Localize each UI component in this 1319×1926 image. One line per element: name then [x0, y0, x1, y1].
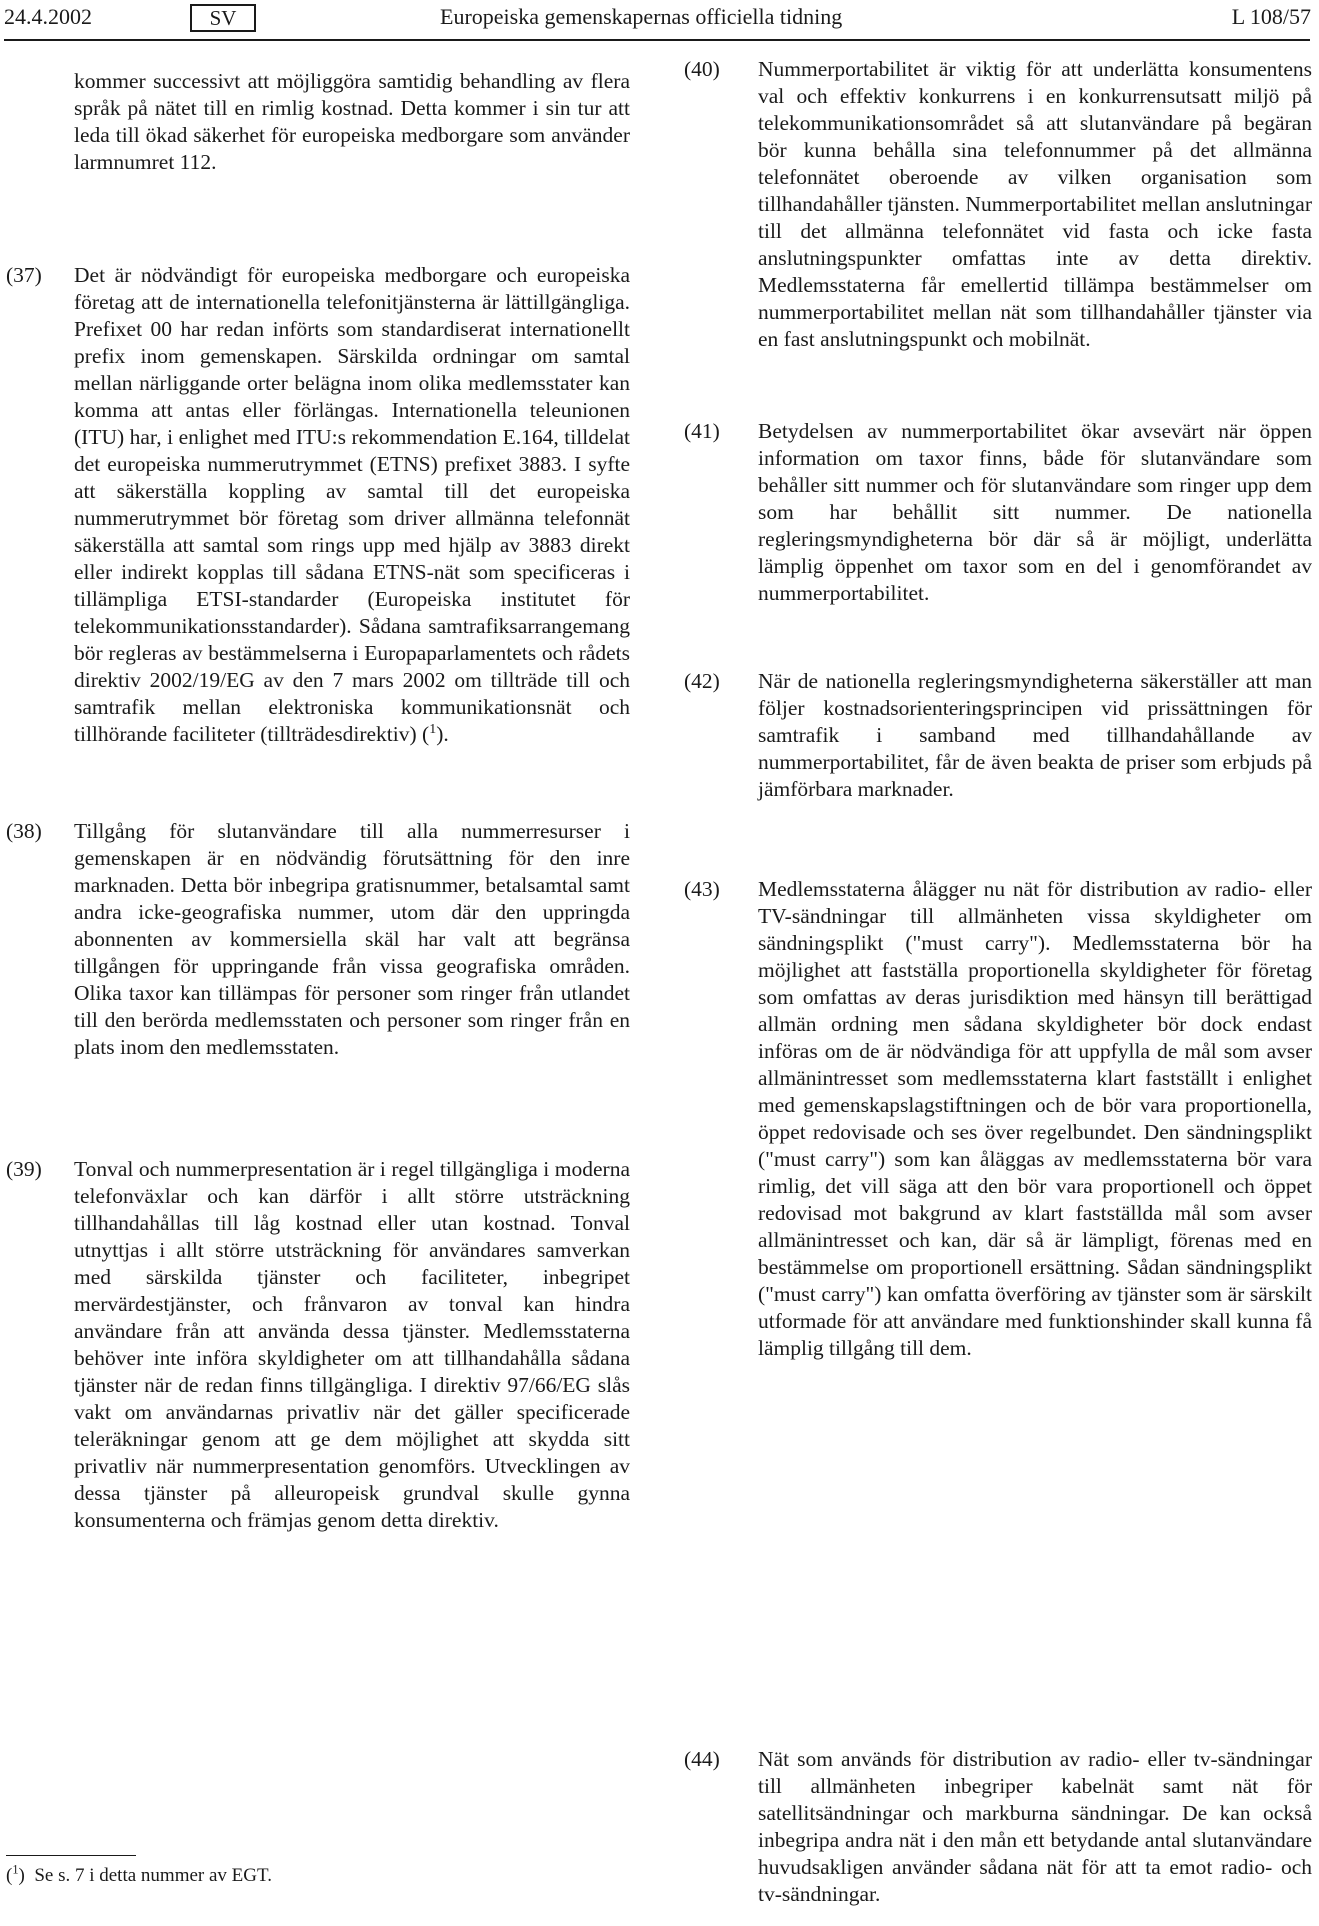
- recital-number: (37): [6, 263, 42, 287]
- footnote-text: Se s. 7 i detta nummer av EGT.: [34, 1865, 272, 1886]
- recital-number: (44): [684, 1747, 720, 1771]
- language-badge: SV: [190, 4, 256, 32]
- recital-number: (43): [684, 877, 720, 901]
- recital-number: (40): [684, 57, 720, 81]
- footnote-ref: 1: [429, 721, 437, 737]
- recital-number: (42): [684, 669, 720, 693]
- recital-number: (39): [6, 1157, 42, 1181]
- header-rule: [4, 39, 1310, 41]
- page-reference: L 108/57: [1231, 4, 1311, 29]
- page-header: [0, 0, 1319, 44]
- footnote-mark: 1: [12, 1862, 19, 1877]
- recital-text: Nät som används för distribution av radio- eller tv-sändningar till allmänheten inbegriper kabelnät samt nät för satellitsändningar och markburna sändningar. De kan också inbegripa andra nät i den mån ett betydande antal slutanvändare huvudsakligen använder sådana nät för att ta emot radio- och tv-sändningar.: [758, 1747, 1312, 1906]
- recital-text: Tillgång för slutanvändare till alla nummerresurser i gemenskapen är en nödvändig förutsättning för den inre marknaden. Detta bör inbegripa gratisnummer, betalsamtal samt andra icke-geografiska nummer, utom där den uppringda abonnenten av kommersiella skäl har valt att begränsa tillgången för uppringande från vissa geografiska områden. Olika taxor kan tillämpas för personer som ringer från utlandet till den berörda medlemsstaten och personer som ringer från en plats inom den medlemsstaten.: [74, 819, 630, 1059]
- footnote: ($^1$) Se s. 7 i detta nummer av EGT.: [6, 1862, 272, 1886]
- recital-number: (41): [684, 419, 720, 443]
- recital-text: När de nationella regleringsmyndigheterna säkerställer att man följer kostnadsorienteringsprincipen vid prissättningen för samtrafik i samband med tillhandahållande av nummerportabilitet, får de även beakta de priser som erbjuds på jämförbara marknader.: [758, 669, 1312, 801]
- journal-title: Europeiska gemenskapernas officiella tidning: [440, 4, 843, 29]
- recital-text: Nummerportabilitet är viktig för att underlätta konsumentens val och effektiv konkurrens i en konkurrensutsatt miljö på telekommunikationsområdet så att slutanvändare på begäran bör kunna behålla sina telefonnummer på det allmänna telefonnätet oberoende av vilken organisation som tillhandahåller tjänsten. Nummerportabilitet mellan anslutningar till det allmänna telefonnätet vid fasta och icke fasta anslutningspunkter omfattas inte av detta direktiv. Medlemsstaterna får emellertid tillämpa bestämmelser om nummerportabilitet mellan nät som tillhandahåller tjänster via en fast anslutningspunkt och mobilnät.: [758, 57, 1312, 351]
- publication-date: 24.4.2002: [4, 4, 92, 29]
- continued-paragraph: kommer successivt att möjliggöra samtidig behandling av flera språk på nätet till en rimlig kostnad. Detta kommer i sin tur att leda till ökad säkerhet för europeiska medborgare som använder larmnumret 112.: [74, 69, 630, 174]
- footnote-rule: [6, 1855, 136, 1856]
- recital-text: Tonval och nummerpresentation är i regel tillgängliga i moderna telefonväxlar och kan därför i allt större utsträckning tillhandahållas till låg kostnad eller utan kostnad. Tonval utnyttjas i allt större utsträckning för användares samverkan med särskilda tjänster och faciliteter, inbegripet mervärdestjänster, och frånvaron av tonval kan hindra användare från att använda dessa tjänster. Medlemsstaterna behöver inte införa skyldigheter om att tillhandahålla sådana tjänster när de redan finns tillgängliga. I direktiv 97/66/EG slås vakt om användarnas privatliv när det gäller specificerade teleräkningar genom att ge dem möjlighet att skydda sitt privatliv när nummerpresentation genomförs. Utvecklingen av dessa tjänster på alleuropeisk grundval skulle gynna konsumenterna och främjas genom detta direktiv.: [74, 1157, 630, 1532]
- recital-text: Betydelsen av nummerportabilitet ökar avsevärt när öppen information om taxor finns, både för slutanvändare som behåller sitt nummer och för slutanvändare som ringer upp dem som har behållit sitt nummer. De nationella regleringsmyndigheterna bör där så är möjligt, underlätta lämplig öppenhet om taxor som en del i genomförandet av nummerportabilitet.: [758, 419, 1312, 605]
- recital-number: (38): [6, 819, 42, 843]
- recital-text: Det är nödvändigt för europeiska medborgare och europeiska företag att de internationella telefonitjänsterna är lättillgängliga. Prefixet 00 har redan införts som standardiserat internationellt prefix inom gemenskapen. Särskilda ordningar om samtal mellan närliggande orter belägna inom olika medlemsstater kan komma att antas eller förlängas. Internationella teleunionen (ITU) har, i enlighet med ITU:s rekommendation E.164, tilldelat det europeiska nummerutrymmet (ETNS) prefixet 3883. I syfte att säkerställa koppling av samtal till det europeiska nummerutrymmet bör företag som driver allmänna telefonnät säkerställa att samtal som rings upp med hjälp av 3883 direkt eller indirekt kopplas till sådana ETNS-nät som specificeras i tillämpliga ETSI-standarder (Europeiska institutet för telekommunikationsstandarder). Sådana samtrafiksarrangemang bör regleras av bestämmelserna i Europaparlamentets och rådets direktiv 2002/19/EG av den 7 mars 2002 om tillträde till och samtrafik mellan elektroniska kommunikationsnät och tillhörande faciliteter (tillträdesdirektiv) ($^1$).: [74, 263, 630, 746]
- recital-text: Medlemsstaterna ålägger nu nät för distribution av radio- eller TV-sändningar till allmänheten vissa skyldigheter om sändningsplikt ("must carry"). Medlemsstaterna bör ha möjlighet att fastställa proportionella skyldigheter för företag som omfattas av deras jurisdiktion med hänsyn till berättigad allmän ordning men sådana skyldigheter bör dock endast införas om de är nödvändiga för att uppfylla de mål som avser allmänintresset som medlemsstaterna klart fastställt i enlighet med gemenskapslagstiftningen och de bör vara proportionella, öppet redovisade och ses över regelbundet. Den sändningsplikt ("must carry") som kan åläggas av medlemsstaterna bör vara rimlig, det vill säga att den bör vara proportionell och öppet redovisad mot bakgrund av klart fastställda mål som avser allmänintresset och kan, där så är lämpligt, förenas med en bestämmelse om proportionell ersättning. Sådan sändningsplikt ("must carry") kan omfatta överföring av tjänster som är särskilt utformade för att användare med funktionshinder skall kunna få lämplig tillgång till dem.: [758, 877, 1312, 1360]
